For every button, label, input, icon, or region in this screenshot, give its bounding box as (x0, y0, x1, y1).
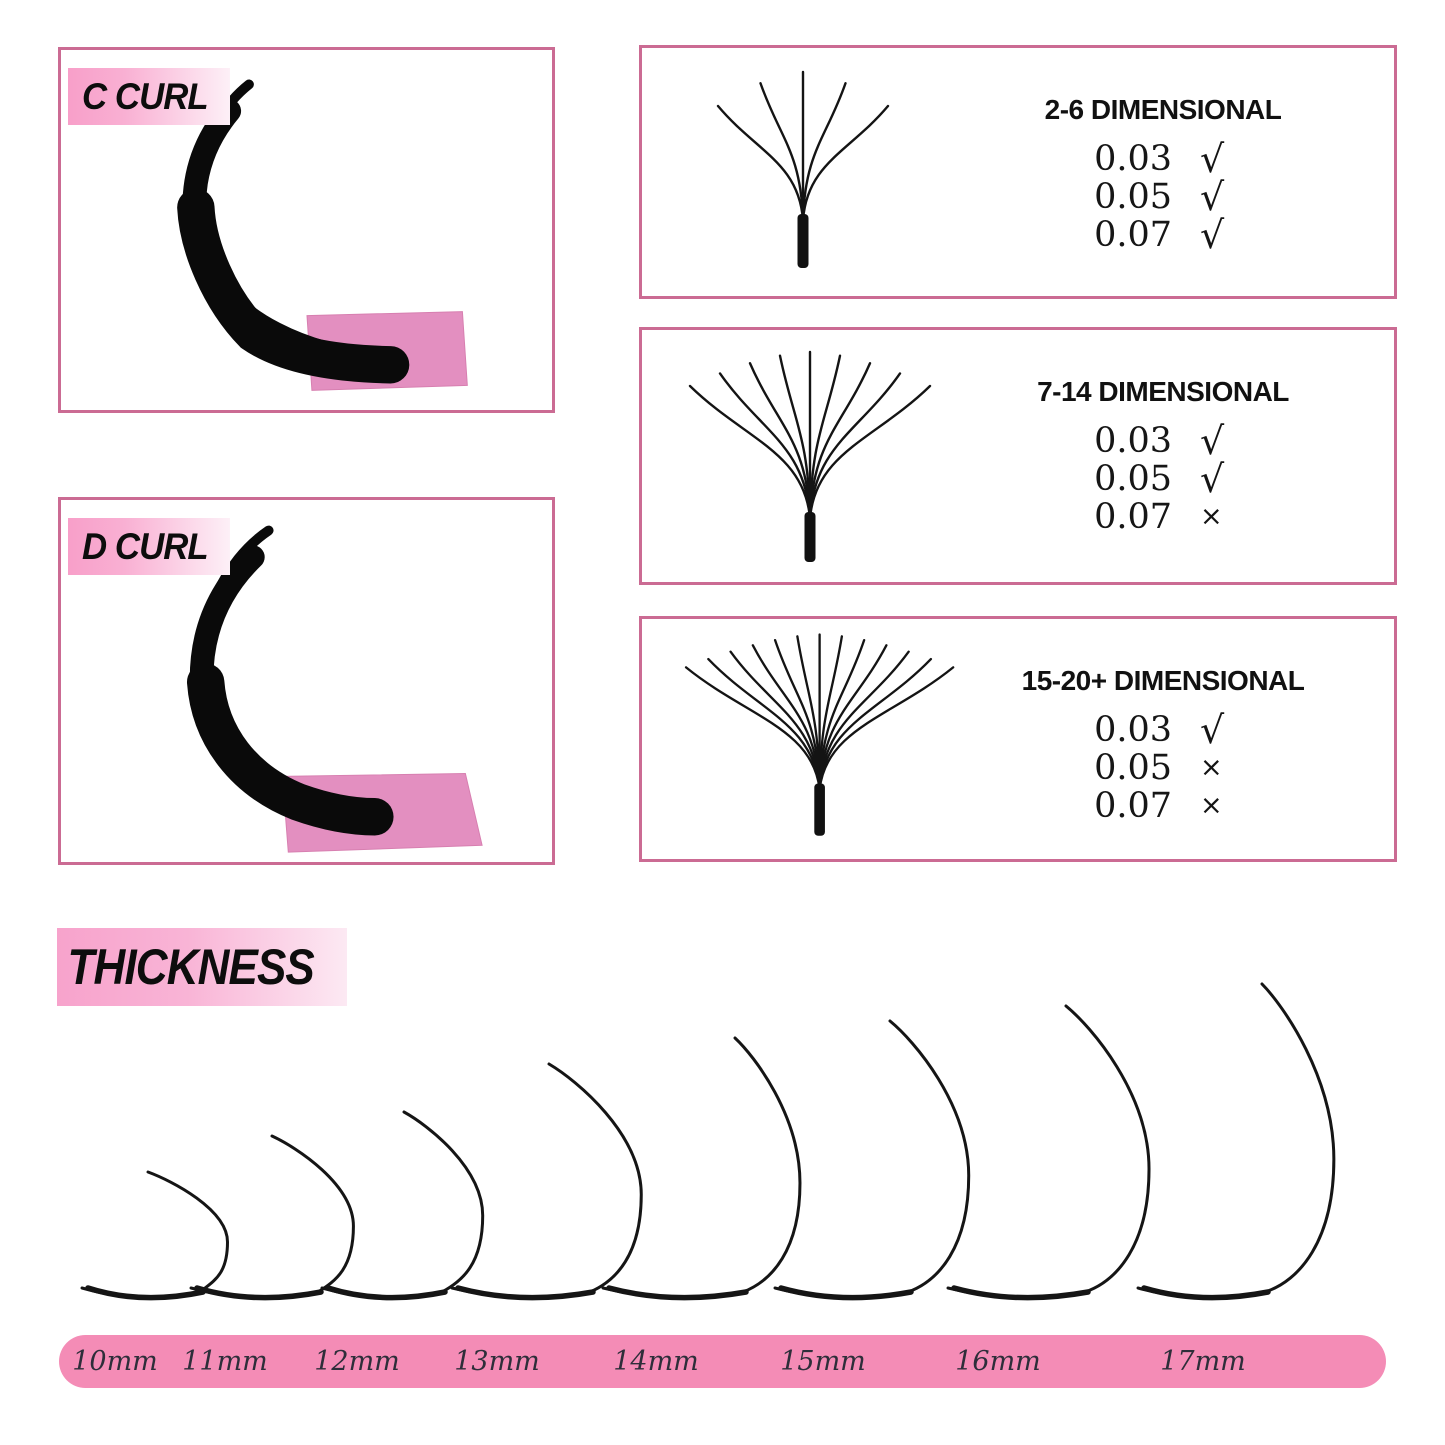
dimension-title: 15-20+ DIMENSIONAL (1021, 665, 1305, 696)
thickness-value: 0.07 (1094, 497, 1172, 537)
length-label: 16mm (955, 1346, 1041, 1377)
length-label: 13mm (454, 1346, 540, 1377)
length-label: 11mm (182, 1346, 268, 1377)
availability-mark: √ (1200, 175, 1225, 219)
length-label: 12mm (314, 1346, 400, 1377)
dimension-title: 7-14 DIMENSIONAL (1037, 376, 1289, 407)
availability-mark: × (1200, 790, 1223, 821)
thickness-value: 0.05 (1094, 459, 1172, 499)
thickness-value: 0.03 (1094, 421, 1172, 461)
dimension-panel-2-6 (639, 45, 1397, 299)
c-curl-label (68, 68, 230, 125)
thickness-row (1080, 457, 1246, 501)
availability-mark: √ (1200, 137, 1225, 181)
thickness-row (1080, 213, 1246, 257)
thickness-row (1080, 787, 1246, 825)
dimension-panel-text (968, 330, 1358, 536)
c-curl-panel (58, 47, 555, 413)
dimension-panel-15-20 (639, 616, 1397, 862)
thickness-row (1080, 498, 1246, 536)
length-label: 14mm (613, 1346, 699, 1377)
length-bar (59, 1335, 1386, 1388)
availability-mark: √ (1200, 708, 1225, 752)
availability-mark: × (1200, 501, 1223, 532)
length-label: 15mm (780, 1346, 866, 1377)
thickness-value: 0.07 (1094, 215, 1172, 255)
availability-mark: √ (1200, 419, 1225, 463)
thickness-value: 0.05 (1094, 177, 1172, 217)
c-curl-label-text: C CURL (82, 75, 208, 117)
thickness-heading-text: THICKNESS (67, 939, 314, 995)
d-curl-panel (58, 497, 555, 865)
dimension-panel-7-14 (639, 327, 1397, 585)
dimension-panel-text (968, 619, 1358, 825)
thickness-value: 0.05 (1094, 748, 1172, 788)
thickness-availability-list (968, 419, 1358, 537)
availability-mark: √ (1200, 213, 1225, 257)
availability-mark: × (1200, 752, 1223, 783)
d-curl-label (68, 518, 230, 575)
thickness-value: 0.03 (1094, 139, 1172, 179)
thickness-availability-list (968, 137, 1358, 257)
thickness-row (1080, 175, 1246, 219)
length-label: 17mm (1160, 1346, 1246, 1377)
thickness-row (1080, 419, 1246, 463)
thickness-availability-list (968, 708, 1358, 826)
length-label: 10mm (72, 1346, 158, 1377)
dimension-title: 2-6 DIMENSIONAL (1044, 94, 1282, 125)
thickness-row (1080, 708, 1246, 752)
dimension-panel-text (968, 48, 1358, 257)
thickness-value: 0.03 (1094, 710, 1172, 750)
thickness-row (1080, 137, 1246, 181)
d-curl-label-text: D CURL (82, 525, 208, 567)
thickness-value: 0.07 (1094, 786, 1172, 826)
length-curves-illustration (0, 960, 1445, 1400)
thickness-row (1080, 749, 1246, 787)
availability-mark: √ (1200, 457, 1225, 501)
